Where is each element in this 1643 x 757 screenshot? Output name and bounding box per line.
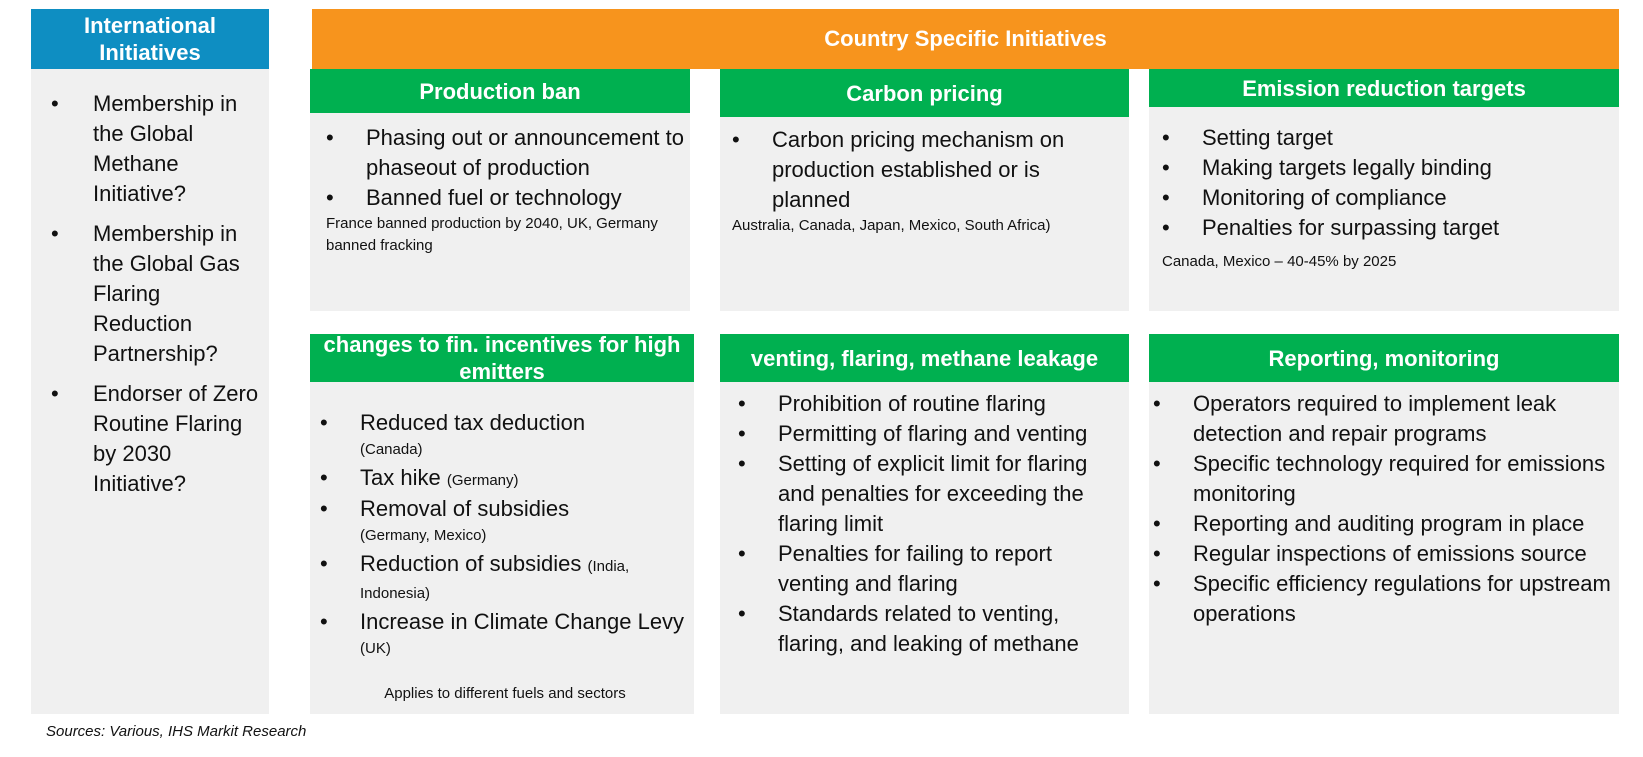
list-item: • Phasing out or announcement to phaseout of production <box>326 123 686 183</box>
list-item: • Operators required to implement leak detection and repair programs <box>1153 389 1617 449</box>
production-ban-header: Production ban <box>310 69 690 113</box>
item-text: Increase in Climate Change Levy <box>360 609 685 634</box>
list-item: • Membership in the Global Methane Initiative? <box>51 89 259 209</box>
venting-header: venting, flaring, methane leakage <box>720 334 1129 382</box>
fin-incentives-list <box>320 411 690 661</box>
country-specific-initiatives-header: Country Specific Initiatives <box>312 9 1619 69</box>
item-text: Reduction of subsidies <box>360 551 582 576</box>
list-item: • Specific technology required for emissions monitoring <box>1153 449 1617 509</box>
list-item: • Membership in the Global Gas Flaring Reduction Partnership? <box>51 219 259 369</box>
international-initiatives-panel <box>31 69 269 714</box>
list-item: • Specific efficiency regulations for upstream operations <box>1153 569 1617 629</box>
venting-list <box>738 389 1123 659</box>
list-item: • Standards related to venting, flaring, and leaking of methane <box>738 599 1123 659</box>
list-item: • Monitoring of compliance <box>1162 183 1612 213</box>
list-item: • Reporting and auditing program in place <box>1153 509 1617 539</box>
production-ban-list <box>326 123 686 213</box>
emission-targets-header: Emission reduction targets <box>1149 69 1619 107</box>
item-detail: (Germany) <box>446 472 519 489</box>
item-text: Reduced tax deduction <box>360 410 586 435</box>
emission-targets-note: Canada, Mexico – 40-45% by 2025 <box>1162 253 1397 270</box>
list-item: • Penalties for surpassing target <box>1162 213 1612 243</box>
item-detail: (India, Indonesia) <box>360 558 630 602</box>
carbon-pricing-content <box>732 125 1122 237</box>
item-detail: (Canada) <box>360 441 423 458</box>
list-item <box>320 466 690 493</box>
international-initiatives-header: International Initiatives <box>31 9 269 69</box>
list-item <box>320 497 690 548</box>
list-item <box>320 552 690 606</box>
reporting-list <box>1153 389 1617 629</box>
list-item: • Regular inspections of emissions source <box>1153 539 1617 569</box>
list-item: • Making targets legally binding <box>1162 153 1612 183</box>
list-item: • Penalties for failing to report venting and flaring <box>738 539 1123 599</box>
production-ban-note: France banned production by 2040, UK, Germany banned fracking <box>326 215 658 254</box>
international-initiatives-list <box>51 89 259 499</box>
item-text: Tax hike <box>360 465 441 490</box>
carbon-pricing-header: Carbon pricing <box>720 69 1129 117</box>
production-ban-content <box>326 123 686 257</box>
reporting-content <box>1153 389 1617 629</box>
item-detail: (Germany, Mexico) <box>360 527 487 544</box>
carbon-pricing-note: Australia, Canada, Japan, Mexico, South Africa) <box>732 217 1051 234</box>
fin-incentives-header: changes to fin. incentives for high emitters <box>310 334 694 382</box>
fin-incentives-content <box>320 411 690 705</box>
item-text: Removal of subsidies <box>360 496 570 521</box>
reporting-header: Reporting, monitoring <box>1149 334 1619 382</box>
list-item <box>320 610 690 661</box>
list-item: • Carbon pricing mechanism on production established or is planned <box>732 125 1122 215</box>
emission-targets-content <box>1162 123 1612 273</box>
list-item: • Setting target <box>1162 123 1612 153</box>
venting-content <box>738 389 1123 659</box>
fin-incentives-note: Applies to different fuels and sectors <box>384 685 626 702</box>
list-item: • Setting of explicit limit for flaring and penalties for exceeding the flaring limit <box>738 449 1123 539</box>
carbon-pricing-list <box>732 125 1122 215</box>
source-note: Sources: Various, IHS Markit Research <box>46 723 307 740</box>
list-item: • Banned fuel or technology <box>326 183 686 213</box>
item-detail: (UK) <box>360 640 391 657</box>
list-item: • Endorser of Zero Routine Flaring by 2030 Initiative? <box>51 379 259 499</box>
list-item: • Prohibition of routine flaring <box>738 389 1123 419</box>
list-item <box>320 411 690 462</box>
emission-targets-list <box>1162 123 1612 243</box>
list-item: • Permitting of flaring and venting <box>738 419 1123 449</box>
